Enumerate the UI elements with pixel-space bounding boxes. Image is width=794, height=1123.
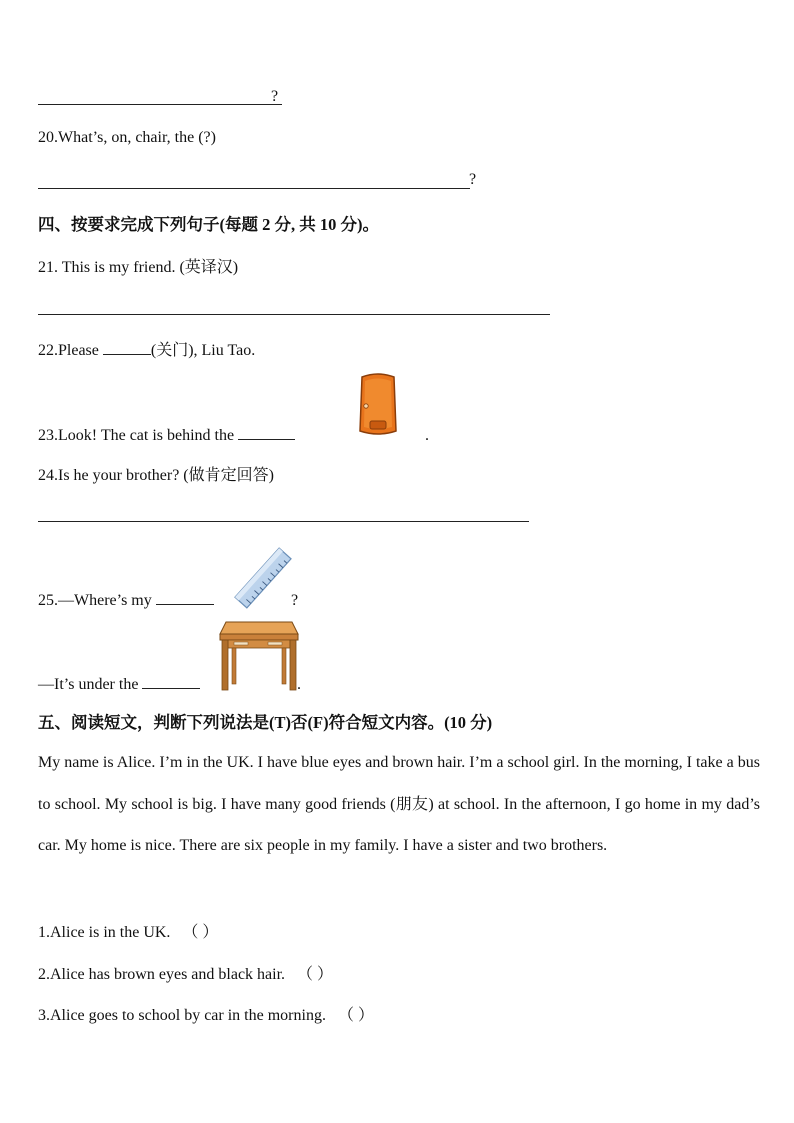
q24-answer-line[interactable] — [38, 521, 529, 522]
q20-prompt: 20.What’s, on, chair, the (?) — [38, 129, 216, 146]
tf-item-3-answer[interactable]: （ ） — [337, 1007, 374, 1024]
section4-heading: 四、按要求完成下列句子(每题 2 分, 共 10 分)。 — [38, 215, 379, 234]
q22-blank[interactable] — [103, 354, 151, 355]
q22-line — [38, 337, 255, 360]
q23-blank[interactable] — [238, 439, 295, 440]
q25-question-line — [38, 592, 214, 610]
q20-answer-line[interactable] — [38, 188, 470, 189]
q25-answer-line — [38, 676, 200, 694]
reading-passage: My name is Alice. I’m in the UK. I have blue eyes and brown hair. I’m a school girl. In the morning, I take a bus to school. My school is big. I have many good friends (朋友) at school. In the afternoon, I go home in my dad’s car. My home is nice. There are six people in my family. I have a sister and two brothers. — [38, 754, 760, 854]
q25-answer-prompt: —It’s under the — [38, 676, 139, 693]
q23-line — [38, 427, 295, 445]
q20-question-mark: ? — [469, 171, 477, 188]
q25-blank-1[interactable] — [156, 604, 214, 605]
tf-item-2 — [38, 961, 333, 984]
q22-prompt-start: 22.Please — [38, 342, 99, 359]
tf-item-3-text: 3.Alice goes to school by car in the morning. — [38, 1007, 326, 1024]
tf-item-3 — [38, 1002, 374, 1025]
tf-item-1 — [38, 919, 218, 942]
q23-period: . — [425, 427, 429, 444]
q25-blank-2[interactable] — [142, 688, 200, 689]
tf-item-2-answer[interactable]: （ ） — [297, 966, 334, 983]
tf-item-1-answer[interactable]: （ ） — [182, 924, 219, 941]
tf-item-2-text: 2.Alice has brown eyes and black hair. — [38, 966, 286, 983]
tf-item-1-text: 1.Alice is in the UK. — [38, 924, 171, 941]
q21-prompt: 21. This is my friend. (英译汉) — [38, 259, 239, 276]
q21-answer-line[interactable] — [38, 314, 550, 315]
desk-image — [218, 618, 300, 692]
q22-prompt-end: (关门), Liu Tao. — [150, 342, 256, 359]
door-image — [356, 373, 400, 439]
q25-answer-period: . — [297, 676, 301, 693]
q19-question-mark: ? — [271, 88, 279, 105]
section5-heading: 五、阅读短文，判断下列说法是(T)否(F)符合短文内容。(10 分) — [38, 713, 493, 732]
q19-answer-line[interactable] — [38, 104, 282, 105]
q25-prompt: 25.—Where’s my — [38, 592, 152, 609]
q25-question-mark: ? — [291, 592, 299, 609]
ruler-image — [232, 546, 294, 610]
q24-prompt: 24.Is he your brother? (做肯定回答) — [38, 467, 274, 484]
q23-prompt: 23.Look! The cat is behind the — [38, 427, 235, 444]
